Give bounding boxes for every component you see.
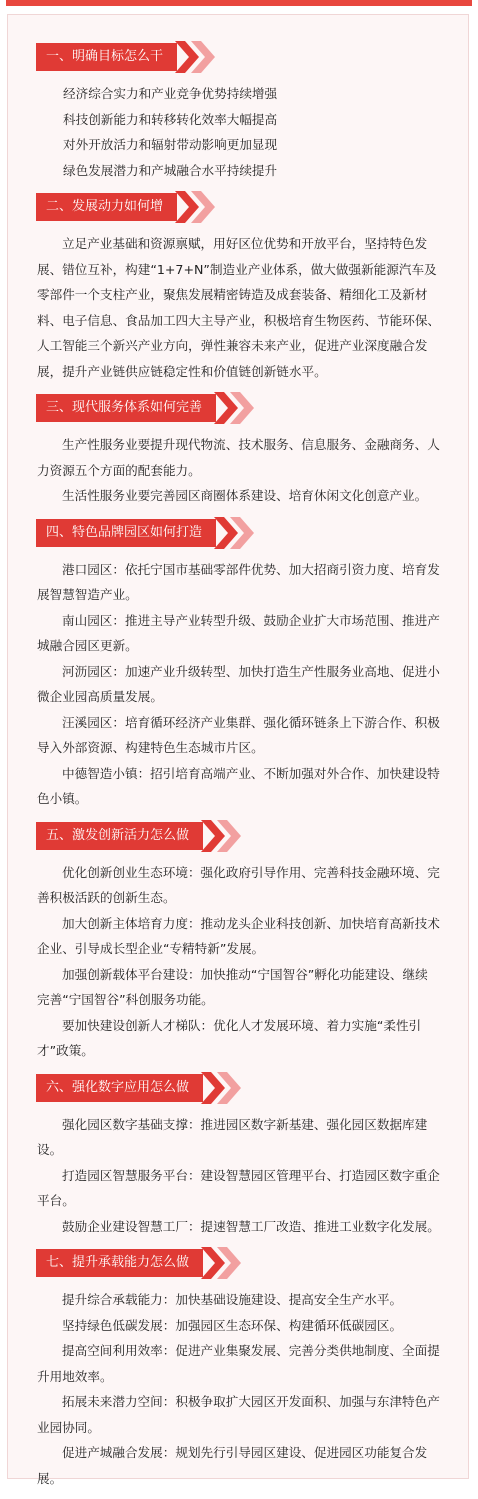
paragraph: 拓展未来潜力空间：积极争取扩大园区开发面积、加强与东津特色产业园协同。 [37,1394,440,1435]
section-heading: 三、现代服务体系如何完善 [36,394,216,422]
chevron-icon [228,517,258,549]
section-heading-row [36,1072,478,1104]
goal-line: 绿色发展潜力和产城融合水平持续提升 [63,162,278,178]
section-heading-row [36,820,478,852]
section-heading: 一、明确目标怎么干 [36,43,177,71]
chevron-icon [215,1072,245,1104]
section-heading: 六、强化数字应用怎么做 [36,1074,203,1102]
section-heading: 七、提升承载能力怎么做 [36,1249,203,1277]
section-heading: 二、发展动力如何增 [36,193,177,221]
section-heading-row [36,517,478,549]
section-body [0,231,478,384]
section-4 [0,517,478,820]
goal-line: 科技创新能力和转移转化效率大幅提高 [63,111,278,127]
section-heading-row [36,41,478,73]
section-1 [0,41,478,191]
paragraph: 立足产业基础和资源禀赋，用好区位优势和开放平台，坚持特色发展、错位互补，构建“1+7+N”制造业产业体系，做大做强新能源汽车及零部件一个支柱产业，聚焦发展精密铸造及成套装备、精细化工及新材料、电子信息、食品加工四大主导产业，积极培育生物医药、节能环保、人工智能三个新兴产业方向，弹性兼容未来产业，促进产业深度融合发展，提升产业链供应链稳定性和价值链创新链水平。 [37,236,440,379]
section-body [0,81,478,183]
goal-line: 对外开放活力和辐射带动影响更加显现 [63,137,278,152]
paragraph: 要加快建设创新人才梯队：优化人才发展环境、着力实施“柔性引才”政策。 [37,1017,422,1058]
paragraph: 河沥园区：加速产业升级转型、加快打造生产性服务业高地、促进小微企业园高质量发展。 [37,663,440,704]
paragraph: 提高空间利用效率：促进产业集聚发展、完善分类供地制度、全面提升用地效率。 [37,1343,440,1384]
section-body [0,1112,478,1240]
paragraph: 打造园区智慧服务平台：建设智慧园区管理平台、打造园区数字重企平台。 [37,1167,440,1208]
paragraph: 坚持绿色低碳发展：加强园区生态环保、构建循环低碳园区。 [62,1317,403,1333]
chevron-icon [215,1247,245,1279]
section-2 [0,191,478,392]
paragraph: 鼓励企业建设智慧工厂：提速智慧工厂改造、推进工业数字化发展。 [62,1218,440,1234]
section-6 [0,1072,478,1248]
paragraph: 加大创新主体培育力度：推动龙头企业科技创新、加快培育高新技术企业、引导成长型企业“专精特新”发展。 [37,915,440,956]
paragraph: 中德智造小镇：招引培育高端产业、不断加强对外合作、加快建设特色小镇。 [37,765,440,806]
section-7 [0,1247,478,1499]
paragraph: 南山园区：推进主导产业转型升级、鼓励企业扩大市场范围、推进产城融合园区更新。 [37,612,440,653]
paragraph: 提升综合承载能力：加快基础设施建设、提高安全生产水平。 [62,1292,403,1307]
goal-line: 经济综合实力和产业竞争优势持续增强 [63,86,278,101]
section-heading-row [36,1247,478,1279]
paragraph: 生产性服务业要提升现代物流、技术服务、信息服务、金融商务、人力资源五个方面的配套能力。 [37,437,440,478]
chevron-icon [189,191,219,223]
section-3 [0,392,478,517]
section-body [0,557,478,812]
section-body [0,860,478,1064]
section-body [0,1287,478,1491]
section-heading-row [36,392,478,424]
chevron-icon [215,820,245,852]
paragraph: 汪溪园区：培育循环经济产业集群、强化循环链条上下游合作、积极导入外部资源、构建特色生态城市片区。 [37,714,440,755]
chevron-icon [189,41,219,73]
paragraph: 港口园区：依托宁国市基础零部件优势、加大招商引资力度、培育发展智慧智造产业。 [37,561,440,602]
chevron-icon [228,392,258,424]
paragraph: 加强创新载体平台建设：加快推动“宁国智谷”孵化功能建设、继续完善“宁国智谷”科创服务功能。 [37,966,428,1007]
section-heading-row [36,191,478,223]
section-heading: 五、激发创新活力怎么做 [36,822,203,850]
section-body [0,432,478,509]
paragraph: 优化创新创业生态环境：强化政府引导作用、完善科技金融环境、完善积极活跃的创新生态。 [37,864,440,905]
section-heading: 四、特色品牌园区如何打造 [36,519,216,547]
paragraph: 促进产城融合发展：规划先行引导园区建设、促进园区功能复合发展。 [37,1445,428,1486]
paragraph: 生活性服务业要完善园区商圈体系建设、培育休闲文化创意产业。 [62,488,428,503]
paragraph: 强化园区数字基础支撑：推进园区数字新基建、强化园区数据库建设。 [37,1116,428,1157]
section-5 [0,820,478,1072]
